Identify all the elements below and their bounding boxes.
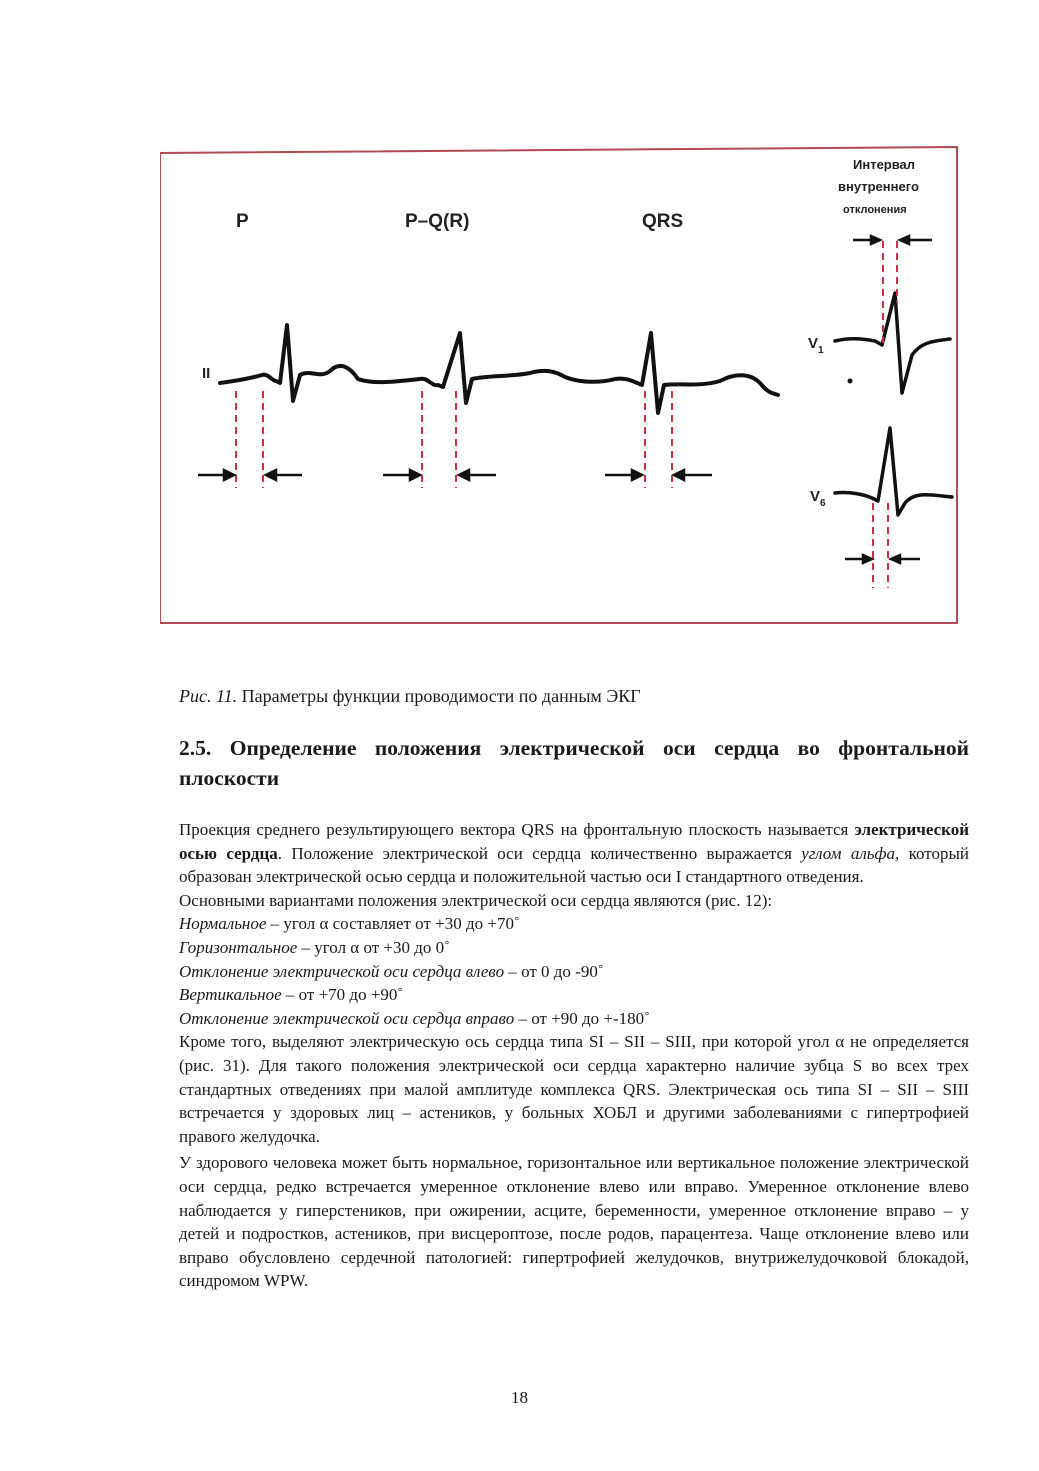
figure-frame <box>160 147 957 623</box>
paragraph-4: У здорового человека может быть нормальное, горизонтальное или вертикальное положение электрической оси сердца, редко встречается умеренное отклонение влево или вправо. Умеренное отклонение влево наблюдается у гиперстеников, при ожирении, асците, беременности, умеренное отклонение вправо – у детей и подростков, астеников, при висцероптозе, после родов, парацентеза. Чаще отклонение влево или вправо обусловлено сердечной патологией: гипертрофией желудочков, внутрижелудочковой блокадой, синдромом WPW. <box>179 1153 969 1291</box>
variant-left: Отклонение электрической оси сердца влево – от 0 до -90˚ <box>179 961 604 981</box>
variant-right: Отклонение электрической оси сердца вправо – от +90 до +-180˚ <box>179 1008 650 1028</box>
paragraph-2: Основными вариантами положения электрической оси сердца являются (рис. 12): <box>179 890 773 910</box>
label-lead-v1: $V_1$ <box>808 335 824 356</box>
term-electrical-axis: электрической осью сердца <box>179 820 969 863</box>
interval-markers <box>236 241 897 588</box>
label-interval-1: Интервал <box>853 157 916 172</box>
label-p: P <box>236 211 249 232</box>
ecg-diagram <box>160 143 960 627</box>
section-title: 2.5. Определение положения электрической оси сердца во фронтальной плоскости <box>179 736 969 790</box>
label-interval-3: отклонения <box>843 204 907 216</box>
paragraph-1: Проекция среднего результирующего вектора QRS на фронтальную плоскость называется электрической осью сердца. Положение электрической оси сердца количественно выражается углом альфа, который образован электрической осью сердца и положительной частью оси I стандартного отведения. <box>179 820 969 887</box>
lead-v6-trace <box>835 428 952 515</box>
variant-vertical: Вертикальное – от +70 до +90˚ <box>179 985 404 1005</box>
lead-v1-trace <box>835 293 950 393</box>
label-qrs: QRS <box>642 211 684 232</box>
label-lead-ii: II <box>202 365 211 382</box>
figure-caption-text: Параметры функции проводимости по данным ЭКГ <box>237 686 641 706</box>
label-pq: P–Q(R) <box>405 211 470 232</box>
body-text <box>179 818 969 1293</box>
label-lead-v6: $V_6$ <box>810 488 826 509</box>
label-interval-2: внутреннего <box>838 179 919 194</box>
variant-horizontal: Горизонтальное – угол α от +30 до 0˚ <box>179 937 450 957</box>
paragraph-3: Кроме того, выделяют электрическую ось сердца типа SI – SII – SIII, при которой угол α не определяется (рис. 31). Для такого положения электрической оси сердца характерно наличие зубца S во всех трех стандартных отведениях при малой амплитуде комплекса QRS. Электрическая ось типа SI – SII – SIII встречается у здоровых лиц – астеников, у больных ХОБЛ и другими заболеваниями с гипертрофией правого желудочка. <box>179 1032 969 1146</box>
variant-normal: Нормальное – угол α составляет от +30 до +70˚ <box>179 914 520 934</box>
page-number: 18 <box>511 1388 528 1407</box>
term-alpha-angle: углом альфа, <box>801 843 900 863</box>
artifact-dot <box>848 379 853 384</box>
figure-number: Рис. 11. <box>179 686 238 706</box>
figure-caption <box>179 686 641 707</box>
lead-ii-trace <box>220 325 778 413</box>
interval-arrows <box>198 236 932 563</box>
ecg-figure <box>160 143 960 627</box>
